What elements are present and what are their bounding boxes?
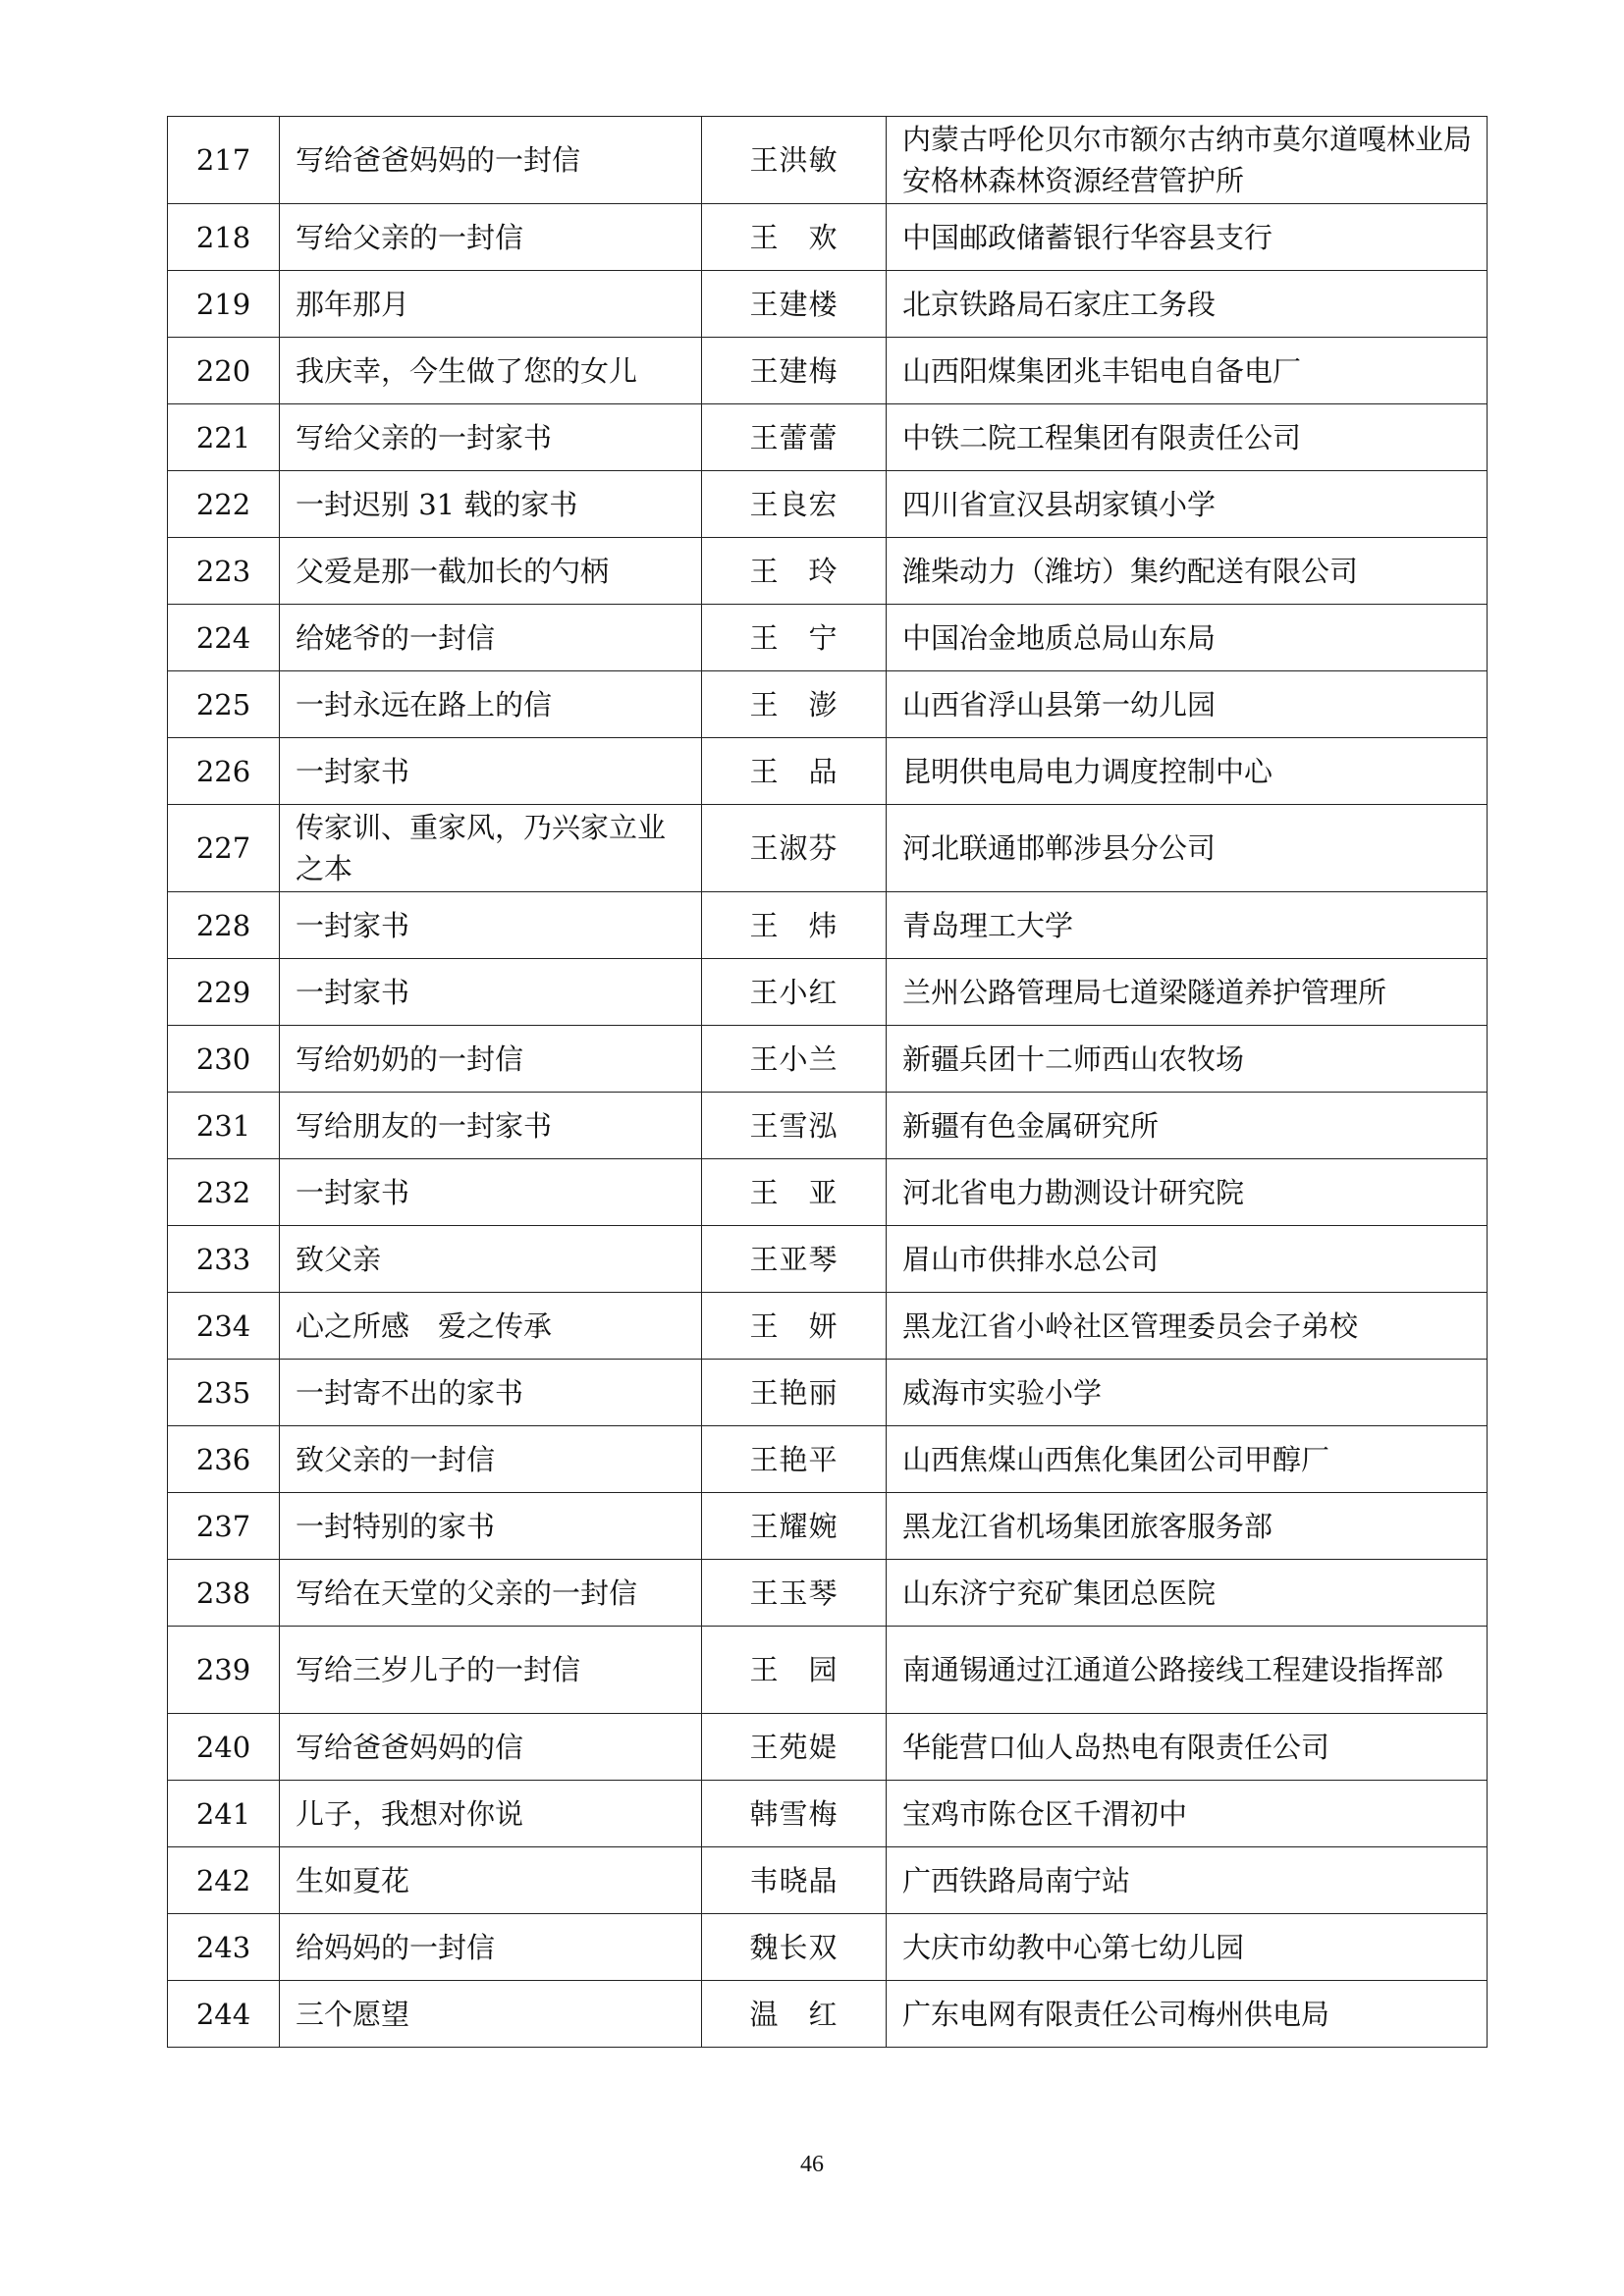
- author-organization: 山西省浮山县第一幼儿园: [887, 671, 1488, 738]
- table-row: [168, 1159, 1488, 1226]
- author-organization: 北京铁路局石家庄工务段: [887, 271, 1488, 338]
- table-row: [168, 1293, 1488, 1360]
- table-row: [168, 117, 1488, 204]
- row-number: 231: [168, 1093, 280, 1159]
- letter-title: 一封永远在路上的信: [280, 671, 702, 738]
- letter-title: 一封迟别 31 载的家书: [280, 471, 702, 538]
- row-number: 243: [168, 1914, 280, 1981]
- author-name: 王艳丽: [702, 1360, 887, 1426]
- author-name: 王 品: [702, 738, 887, 805]
- author-organization: 中国冶金地质总局山东局: [887, 605, 1488, 671]
- author-name: 王雪泓: [702, 1093, 887, 1159]
- author-organization: 内蒙古呼伦贝尔市额尔古纳市莫尔道嘎林业局安格林森林资源经营管护所: [887, 117, 1488, 204]
- table-row: [168, 471, 1488, 538]
- row-number: 220: [168, 338, 280, 404]
- letter-title: 生如夏花: [280, 1847, 702, 1914]
- row-number: 238: [168, 1560, 280, 1627]
- row-number: 242: [168, 1847, 280, 1914]
- author-name: 王 宁: [702, 605, 887, 671]
- author-name: 王洪敏: [702, 117, 887, 204]
- author-organization: 广西铁路局南宁站: [887, 1847, 1488, 1914]
- author-organization: 眉山市供排水总公司: [887, 1226, 1488, 1293]
- row-number: 218: [168, 204, 280, 271]
- author-name: 温 红: [702, 1981, 887, 2048]
- author-name: 王苑媞: [702, 1714, 887, 1781]
- letter-title: 写给在天堂的父亲的一封信: [280, 1560, 702, 1627]
- row-number: 234: [168, 1293, 280, 1360]
- row-number: 244: [168, 1981, 280, 2048]
- author-organization: 中铁二院工程集团有限责任公司: [887, 404, 1488, 471]
- letter-title: 致父亲: [280, 1226, 702, 1293]
- author-organization: 山西阳煤集团兆丰铝电自备电厂: [887, 338, 1488, 404]
- row-number: 221: [168, 404, 280, 471]
- author-name: 王 炜: [702, 892, 887, 959]
- author-organization: 黑龙江省小岭社区管理委员会子弟校: [887, 1293, 1488, 1360]
- letter-title: 写给父亲的一封信: [280, 204, 702, 271]
- author-name: 王亚琴: [702, 1226, 887, 1293]
- letter-title: 写给朋友的一封家书: [280, 1093, 702, 1159]
- table-row: [168, 1981, 1488, 2048]
- letter-title: 父爱是那一截加长的勺柄: [280, 538, 702, 605]
- letter-title: 儿子，我想对你说: [280, 1781, 702, 1847]
- letter-title: 给妈妈的一封信: [280, 1914, 702, 1981]
- author-name: 王小兰: [702, 1026, 887, 1093]
- row-number: 240: [168, 1714, 280, 1781]
- table-row: [168, 959, 1488, 1026]
- letter-title: 致父亲的一封信: [280, 1426, 702, 1493]
- page-number: 46: [800, 2152, 824, 2177]
- table-row: [168, 1781, 1488, 1847]
- table-row: [168, 892, 1488, 959]
- author-name: 王 妍: [702, 1293, 887, 1360]
- author-organization: 山东济宁兖矿集团总医院: [887, 1560, 1488, 1627]
- author-name: 王 澎: [702, 671, 887, 738]
- author-organization: 潍柴动力（潍坊）集约配送有限公司: [887, 538, 1488, 605]
- award-list-body: [168, 117, 1488, 2048]
- author-name: 王耀婉: [702, 1493, 887, 1560]
- letter-title: 写给爸爸妈妈的信: [280, 1714, 702, 1781]
- row-number: 225: [168, 671, 280, 738]
- table-row: [168, 1360, 1488, 1426]
- author-name: 王 玲: [702, 538, 887, 605]
- author-organization: 山西焦煤山西焦化集团公司甲醇厂: [887, 1426, 1488, 1493]
- table-row: [168, 605, 1488, 671]
- author-name: 王淑芬: [702, 805, 887, 892]
- author-organization: 威海市实验小学: [887, 1360, 1488, 1426]
- row-number: 233: [168, 1226, 280, 1293]
- author-organization: 新疆有色金属研究所: [887, 1093, 1488, 1159]
- author-organization: 河北省电力勘测设计研究院: [887, 1159, 1488, 1226]
- letter-title: 给姥爷的一封信: [280, 605, 702, 671]
- letter-title: 写给三岁儿子的一封信: [280, 1627, 702, 1714]
- table-row: [168, 1093, 1488, 1159]
- table-row: [168, 1847, 1488, 1914]
- author-name: 王 园: [702, 1627, 887, 1714]
- letter-title: 一封寄不出的家书: [280, 1360, 702, 1426]
- row-number: 239: [168, 1627, 280, 1714]
- letter-title: 心之所感 爱之传承: [280, 1293, 702, 1360]
- author-organization: 南通锡通过江通道公路接线工程建设指挥部: [887, 1627, 1488, 1714]
- author-organization: 华能营口仙人岛热电有限责任公司: [887, 1714, 1488, 1781]
- row-number: 237: [168, 1493, 280, 1560]
- author-name: 王艳平: [702, 1426, 887, 1493]
- row-number: 222: [168, 471, 280, 538]
- table-row: [168, 738, 1488, 805]
- table-row: [168, 538, 1488, 605]
- author-organization: 青岛理工大学: [887, 892, 1488, 959]
- letter-title: 一封家书: [280, 1159, 702, 1226]
- author-name: 王小红: [702, 959, 887, 1026]
- award-list-table: [167, 116, 1488, 2048]
- author-name: 王建楼: [702, 271, 887, 338]
- author-organization: 广东电网有限责任公司梅州供电局: [887, 1981, 1488, 2048]
- letter-title: 一封家书: [280, 892, 702, 959]
- row-number: 229: [168, 959, 280, 1026]
- author-name: 王良宏: [702, 471, 887, 538]
- table-row: [168, 1226, 1488, 1293]
- row-number: 232: [168, 1159, 280, 1226]
- author-organization: 中国邮政储蓄银行华容县支行: [887, 204, 1488, 271]
- table-row: [168, 1914, 1488, 1981]
- author-organization: 四川省宣汉县胡家镇小学: [887, 471, 1488, 538]
- author-name: 韦晓晶: [702, 1847, 887, 1914]
- letter-title: 那年那月: [280, 271, 702, 338]
- letter-title: 写给父亲的一封家书: [280, 404, 702, 471]
- author-organization: 河北联通邯郸涉县分公司: [887, 805, 1488, 892]
- author-name: 王 欢: [702, 204, 887, 271]
- table-row: [168, 204, 1488, 271]
- author-organization: 兰州公路管理局七道梁隧道养护管理所: [887, 959, 1488, 1026]
- author-organization: 大庆市幼教中心第七幼儿园: [887, 1914, 1488, 1981]
- row-number: 236: [168, 1426, 280, 1493]
- row-number: 224: [168, 605, 280, 671]
- table-row: [168, 805, 1488, 892]
- letter-title: 一封家书: [280, 959, 702, 1026]
- letter-title: 写给奶奶的一封信: [280, 1026, 702, 1093]
- row-number: 230: [168, 1026, 280, 1093]
- author-name: 王 亚: [702, 1159, 887, 1226]
- letter-title: 写给爸爸妈妈的一封信: [280, 117, 702, 204]
- table-row: [168, 1493, 1488, 1560]
- row-number: 219: [168, 271, 280, 338]
- author-name: 魏长双: [702, 1914, 887, 1981]
- author-organization: 昆明供电局电力调度控制中心: [887, 738, 1488, 805]
- row-number: 241: [168, 1781, 280, 1847]
- table-row: [168, 1560, 1488, 1627]
- row-number: 217: [168, 117, 280, 204]
- author-organization: 黑龙江省机场集团旅客服务部: [887, 1493, 1488, 1560]
- author-name: 王玉琴: [702, 1560, 887, 1627]
- row-number: 227: [168, 805, 280, 892]
- letter-title: 三个愿望: [280, 1981, 702, 2048]
- table-row: [168, 671, 1488, 738]
- table-row: [168, 338, 1488, 404]
- table-row: [168, 404, 1488, 471]
- letter-title: 传家训、重家风，乃兴家立业之本: [280, 805, 702, 892]
- letter-title: 我庆幸，今生做了您的女儿: [280, 338, 702, 404]
- table-row: [168, 271, 1488, 338]
- letter-title: 一封家书: [280, 738, 702, 805]
- row-number: 228: [168, 892, 280, 959]
- row-number: 223: [168, 538, 280, 605]
- table-row: [168, 1026, 1488, 1093]
- row-number: 235: [168, 1360, 280, 1426]
- table-row: [168, 1627, 1488, 1714]
- letter-title: 一封特别的家书: [280, 1493, 702, 1560]
- author-organization: 宝鸡市陈仓区千渭初中: [887, 1781, 1488, 1847]
- table-row: [168, 1714, 1488, 1781]
- author-name: 韩雪梅: [702, 1781, 887, 1847]
- author-name: 王建梅: [702, 338, 887, 404]
- author-organization: 新疆兵团十二师西山农牧场: [887, 1026, 1488, 1093]
- row-number: 226: [168, 738, 280, 805]
- author-name: 王蕾蕾: [702, 404, 887, 471]
- table-row: [168, 1426, 1488, 1493]
